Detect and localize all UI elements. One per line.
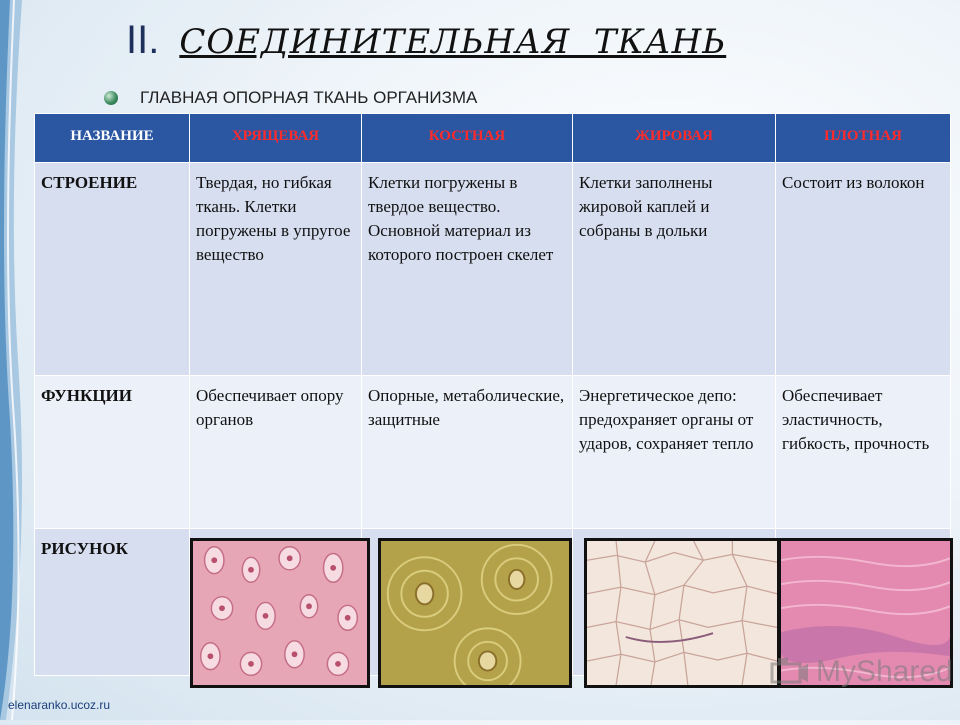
watermark-text: MyShared xyxy=(816,655,953,688)
title-text: СОЕДИНИТЕЛЬНАЯ ТКАНЬ xyxy=(179,22,727,62)
header-bone: КОСТНАЯ xyxy=(362,114,573,163)
table-row xyxy=(35,163,951,376)
title-number: II. xyxy=(126,18,160,62)
row-label: СТРОЕНИЕ xyxy=(35,163,190,376)
site-url: elenaranko.ucoz.ru xyxy=(8,698,111,712)
table-row xyxy=(35,376,951,529)
subtitle-text: ГЛАВНАЯ ОПОРНАЯ ТКАНЬ ОРГАНИЗМА xyxy=(140,88,478,107)
bone-micrograph-image xyxy=(378,538,572,688)
header-cartilage: ХРЯЩЕВАЯ xyxy=(190,114,362,163)
table-cell: Твердая, но гибкая ткань. Клетки погружены в упругое вещество xyxy=(190,163,362,376)
table-cell: Клетки погружены в твердое вещество. Основной материал из которого построен скелет xyxy=(362,163,573,376)
watermark xyxy=(770,655,953,689)
adipose-micrograph-image xyxy=(584,538,780,688)
row-label: ФУНКЦИИ xyxy=(35,376,190,529)
subtitle xyxy=(104,88,477,108)
table-cell: Обеспечивает эластичность, гибкость, прочность xyxy=(776,376,951,529)
header-adipose: ЖИРОВАЯ xyxy=(573,114,776,163)
table-cell: Клетки заполнены жировой каплей и собраны в дольки xyxy=(573,163,776,376)
slide-title xyxy=(126,18,726,78)
table-cell: Опорные, метаболические, защитные xyxy=(362,376,573,529)
row-label: РИСУНОК xyxy=(35,529,190,676)
table-cell: Обеспечивает опору органов xyxy=(190,376,362,529)
table-header-row xyxy=(35,114,951,163)
table-cell: Энергетическое депо: предохраняет органы от ударов, сохраняет тепло xyxy=(573,376,776,529)
header-name: НАЗВАНИЕ xyxy=(35,114,190,163)
header-dense: ПЛОТНАЯ xyxy=(776,114,951,163)
bullet-icon xyxy=(104,91,118,105)
cartilage-micrograph-image xyxy=(190,538,370,688)
table-cell: Состоит из волокон xyxy=(776,163,951,376)
projector-icon xyxy=(770,656,810,688)
